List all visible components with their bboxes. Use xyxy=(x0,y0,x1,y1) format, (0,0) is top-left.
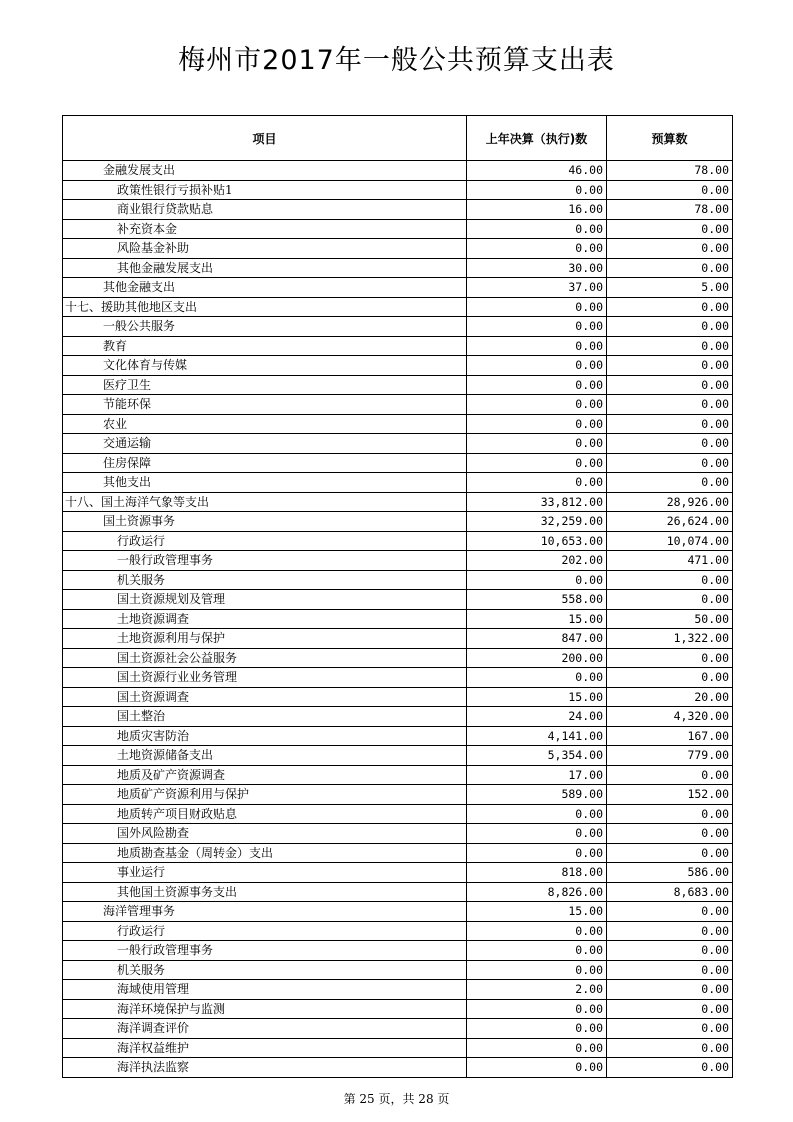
table-row xyxy=(63,473,733,493)
row-item-name: 行政运行 xyxy=(63,921,467,941)
row-item-name: 行政运行 xyxy=(63,531,467,551)
table-row xyxy=(63,512,733,532)
header-item: 项目 xyxy=(63,116,467,161)
table-header-row xyxy=(63,116,733,161)
row-item-name: 国土资源调查 xyxy=(63,687,467,707)
row-item-name: 一般行政管理事务 xyxy=(63,551,467,571)
table-row xyxy=(63,258,733,278)
row-item-name: 事业运行 xyxy=(63,863,467,883)
row-budget-value: 0.00 xyxy=(607,765,733,785)
row-last-year-value: 0.00 xyxy=(467,317,607,337)
row-last-year-value: 0.00 xyxy=(467,395,607,415)
row-budget-value: 0.00 xyxy=(607,297,733,317)
row-item-name: 其他金融发展支出 xyxy=(63,258,467,278)
row-last-year-value: 0.00 xyxy=(467,921,607,941)
table-row xyxy=(63,668,733,688)
row-item-name: 其他国土资源事务支出 xyxy=(63,882,467,902)
page-footer: 第 25 页，共 28 页 xyxy=(343,1092,450,1106)
table-row xyxy=(63,980,733,1000)
table-row xyxy=(63,395,733,415)
row-budget-value: 0.00 xyxy=(607,356,733,376)
row-item-name: 金融发展支出 xyxy=(63,161,467,181)
row-last-year-value: 0.00 xyxy=(467,297,607,317)
table-row xyxy=(63,161,733,181)
row-budget-value: 0.00 xyxy=(607,980,733,1000)
table-row xyxy=(63,492,733,512)
row-last-year-value: 0.00 xyxy=(467,473,607,493)
row-budget-value: 0.00 xyxy=(607,570,733,590)
row-item-name: 海洋管理事务 xyxy=(63,902,467,922)
table-row xyxy=(63,629,733,649)
row-item-name: 政策性银行亏损补贴1 xyxy=(63,180,467,200)
row-budget-value: 0.00 xyxy=(607,395,733,415)
row-budget-value: 0.00 xyxy=(607,336,733,356)
table-row xyxy=(63,648,733,668)
table-row xyxy=(63,551,733,571)
row-last-year-value: 17.00 xyxy=(467,765,607,785)
table-row xyxy=(63,726,733,746)
table-row xyxy=(63,570,733,590)
row-budget-value: 0.00 xyxy=(607,434,733,454)
row-last-year-value: 10,653.00 xyxy=(467,531,607,551)
row-last-year-value: 0.00 xyxy=(467,570,607,590)
row-item-name: 国土资源规划及管理 xyxy=(63,590,467,610)
row-item-name: 补充资本金 xyxy=(63,219,467,239)
row-budget-value: 78.00 xyxy=(607,200,733,220)
row-budget-value: 0.00 xyxy=(607,999,733,1019)
table-row xyxy=(63,317,733,337)
row-last-year-value: 2.00 xyxy=(467,980,607,1000)
row-budget-value: 78.00 xyxy=(607,161,733,181)
table-row xyxy=(63,1038,733,1058)
table-body xyxy=(63,161,733,1078)
table-row xyxy=(63,941,733,961)
row-budget-value: 0.00 xyxy=(607,902,733,922)
row-budget-value: 0.00 xyxy=(607,414,733,434)
table-row xyxy=(63,434,733,454)
row-budget-value: 0.00 xyxy=(607,317,733,337)
row-item-name: 农业 xyxy=(63,414,467,434)
row-last-year-value: 15.00 xyxy=(467,902,607,922)
table-row xyxy=(63,609,733,629)
row-last-year-value: 33,812.00 xyxy=(467,492,607,512)
row-budget-value: 0.00 xyxy=(607,590,733,610)
row-budget-value: 167.00 xyxy=(607,726,733,746)
table-row xyxy=(63,453,733,473)
row-budget-value: 471.00 xyxy=(607,551,733,571)
row-item-name: 地质及矿产资源调查 xyxy=(63,765,467,785)
row-item-name: 国土整治 xyxy=(63,707,467,727)
table-row xyxy=(63,882,733,902)
table-row xyxy=(63,687,733,707)
table-row xyxy=(63,278,733,298)
table-row xyxy=(63,239,733,259)
row-item-name: 土地资源利用与保护 xyxy=(63,629,467,649)
row-item-name: 机关服务 xyxy=(63,570,467,590)
row-last-year-value: 0.00 xyxy=(467,434,607,454)
row-budget-value: 0.00 xyxy=(607,375,733,395)
row-budget-value: 0.00 xyxy=(607,941,733,961)
row-budget-value: 28,926.00 xyxy=(607,492,733,512)
row-item-name: 一般公共服务 xyxy=(63,317,467,337)
table-row xyxy=(63,356,733,376)
table-row xyxy=(63,707,733,727)
row-last-year-value: 0.00 xyxy=(467,843,607,863)
row-last-year-value: 200.00 xyxy=(467,648,607,668)
row-budget-value: 0.00 xyxy=(607,824,733,844)
row-last-year-value: 30.00 xyxy=(467,258,607,278)
row-item-name: 海域使用管理 xyxy=(63,980,467,1000)
row-item-name: 国土资源事务 xyxy=(63,512,467,532)
row-item-name: 土地资源调查 xyxy=(63,609,467,629)
row-item-name: 地质矿产资源利用与保护 xyxy=(63,785,467,805)
row-last-year-value: 0.00 xyxy=(467,180,607,200)
table-row xyxy=(63,1019,733,1039)
row-last-year-value: 0.00 xyxy=(467,941,607,961)
row-budget-value: 0.00 xyxy=(607,668,733,688)
row-item-name: 国土资源行业业务管理 xyxy=(63,668,467,688)
table-row xyxy=(63,200,733,220)
table-row xyxy=(63,219,733,239)
row-last-year-value: 558.00 xyxy=(467,590,607,610)
table-row xyxy=(63,590,733,610)
row-item-name: 海洋执法监察 xyxy=(63,1058,467,1078)
row-last-year-value: 202.00 xyxy=(467,551,607,571)
table-row xyxy=(63,765,733,785)
row-last-year-value: 0.00 xyxy=(467,1058,607,1078)
row-last-year-value: 589.00 xyxy=(467,785,607,805)
budget-table xyxy=(62,115,733,1078)
page-title: 梅州市2017年一般公共预算支出表 xyxy=(178,45,615,76)
row-item-name: 海洋权益维护 xyxy=(63,1038,467,1058)
row-budget-value: 10,074.00 xyxy=(607,531,733,551)
row-item-name: 十八、国土海洋气象等支出 xyxy=(63,492,467,512)
row-item-name: 教育 xyxy=(63,336,467,356)
row-item-name: 医疗卫生 xyxy=(63,375,467,395)
row-item-name: 交通运输 xyxy=(63,434,467,454)
row-last-year-value: 0.00 xyxy=(467,239,607,259)
row-item-name: 商业银行贷款贴息 xyxy=(63,200,467,220)
row-budget-value: 0.00 xyxy=(607,960,733,980)
table-row xyxy=(63,902,733,922)
table-row xyxy=(63,863,733,883)
row-item-name: 机关服务 xyxy=(63,960,467,980)
table-row xyxy=(63,785,733,805)
row-last-year-value: 24.00 xyxy=(467,707,607,727)
row-budget-value: 0.00 xyxy=(607,1038,733,1058)
table-row xyxy=(63,414,733,434)
table-row xyxy=(63,531,733,551)
row-item-name: 国土资源社会公益服务 xyxy=(63,648,467,668)
row-budget-value: 0.00 xyxy=(607,258,733,278)
table-row xyxy=(63,180,733,200)
table-row xyxy=(63,375,733,395)
table-row xyxy=(63,921,733,941)
row-budget-value: 0.00 xyxy=(607,180,733,200)
row-item-name: 海洋调查评价 xyxy=(63,1019,467,1039)
row-last-year-value: 46.00 xyxy=(467,161,607,181)
row-budget-value: 586.00 xyxy=(607,863,733,883)
row-item-name: 国外风险勘查 xyxy=(63,824,467,844)
row-budget-value: 50.00 xyxy=(607,609,733,629)
row-last-year-value: 0.00 xyxy=(467,1019,607,1039)
row-budget-value: 0.00 xyxy=(607,1058,733,1078)
row-last-year-value: 0.00 xyxy=(467,804,607,824)
header-last-year: 上年决算（执行)数 xyxy=(467,116,607,161)
row-item-name: 节能环保 xyxy=(63,395,467,415)
row-budget-value: 0.00 xyxy=(607,219,733,239)
row-budget-value: 0.00 xyxy=(607,648,733,668)
row-budget-value: 0.00 xyxy=(607,239,733,259)
row-item-name: 文化体育与传媒 xyxy=(63,356,467,376)
row-last-year-value: 0.00 xyxy=(467,453,607,473)
row-budget-value: 0.00 xyxy=(607,473,733,493)
row-budget-value: 5.00 xyxy=(607,278,733,298)
row-item-name: 土地资源储备支出 xyxy=(63,746,467,766)
row-budget-value: 0.00 xyxy=(607,804,733,824)
row-last-year-value: 8,826.00 xyxy=(467,882,607,902)
table-row xyxy=(63,999,733,1019)
table-row xyxy=(63,804,733,824)
table-row xyxy=(63,824,733,844)
row-item-name: 其他金融支出 xyxy=(63,278,467,298)
row-last-year-value: 0.00 xyxy=(467,1038,607,1058)
row-last-year-value: 4,141.00 xyxy=(467,726,607,746)
row-last-year-value: 5,354.00 xyxy=(467,746,607,766)
row-item-name: 风险基金补助 xyxy=(63,239,467,259)
row-budget-value: 0.00 xyxy=(607,843,733,863)
row-last-year-value: 0.00 xyxy=(467,824,607,844)
row-item-name: 地质勘查基金（周转金）支出 xyxy=(63,843,467,863)
row-budget-value: 20.00 xyxy=(607,687,733,707)
row-last-year-value: 0.00 xyxy=(467,336,607,356)
row-last-year-value: 0.00 xyxy=(467,960,607,980)
row-last-year-value: 0.00 xyxy=(467,999,607,1019)
row-item-name: 十七、援助其他地区支出 xyxy=(63,297,467,317)
row-item-name: 地质灾害防治 xyxy=(63,726,467,746)
row-budget-value: 4,320.00 xyxy=(607,707,733,727)
row-budget-value: 8,683.00 xyxy=(607,882,733,902)
row-last-year-value: 15.00 xyxy=(467,687,607,707)
row-last-year-value: 0.00 xyxy=(467,356,607,376)
row-budget-value: 0.00 xyxy=(607,453,733,473)
row-last-year-value: 37.00 xyxy=(467,278,607,298)
row-budget-value: 0.00 xyxy=(607,921,733,941)
row-last-year-value: 16.00 xyxy=(467,200,607,220)
row-last-year-value: 15.00 xyxy=(467,609,607,629)
row-item-name: 住房保障 xyxy=(63,453,467,473)
table-row xyxy=(63,1058,733,1078)
table-row xyxy=(63,336,733,356)
row-budget-value: 26,624.00 xyxy=(607,512,733,532)
row-last-year-value: 0.00 xyxy=(467,414,607,434)
row-item-name: 其他支出 xyxy=(63,473,467,493)
row-last-year-value: 847.00 xyxy=(467,629,607,649)
table-row xyxy=(63,843,733,863)
row-budget-value: 1,322.00 xyxy=(607,629,733,649)
row-budget-value: 0.00 xyxy=(607,1019,733,1039)
row-last-year-value: 0.00 xyxy=(467,668,607,688)
row-last-year-value: 0.00 xyxy=(467,219,607,239)
row-budget-value: 779.00 xyxy=(607,746,733,766)
row-item-name: 地质转产项目财政贴息 xyxy=(63,804,467,824)
row-last-year-value: 32,259.00 xyxy=(467,512,607,532)
table-row xyxy=(63,297,733,317)
table-row xyxy=(63,746,733,766)
row-last-year-value: 0.00 xyxy=(467,375,607,395)
row-item-name: 海洋环境保护与监测 xyxy=(63,999,467,1019)
row-last-year-value: 818.00 xyxy=(467,863,607,883)
row-item-name: 一般行政管理事务 xyxy=(63,941,467,961)
row-budget-value: 152.00 xyxy=(607,785,733,805)
table-row xyxy=(63,960,733,980)
header-budget: 预算数 xyxy=(607,116,733,161)
